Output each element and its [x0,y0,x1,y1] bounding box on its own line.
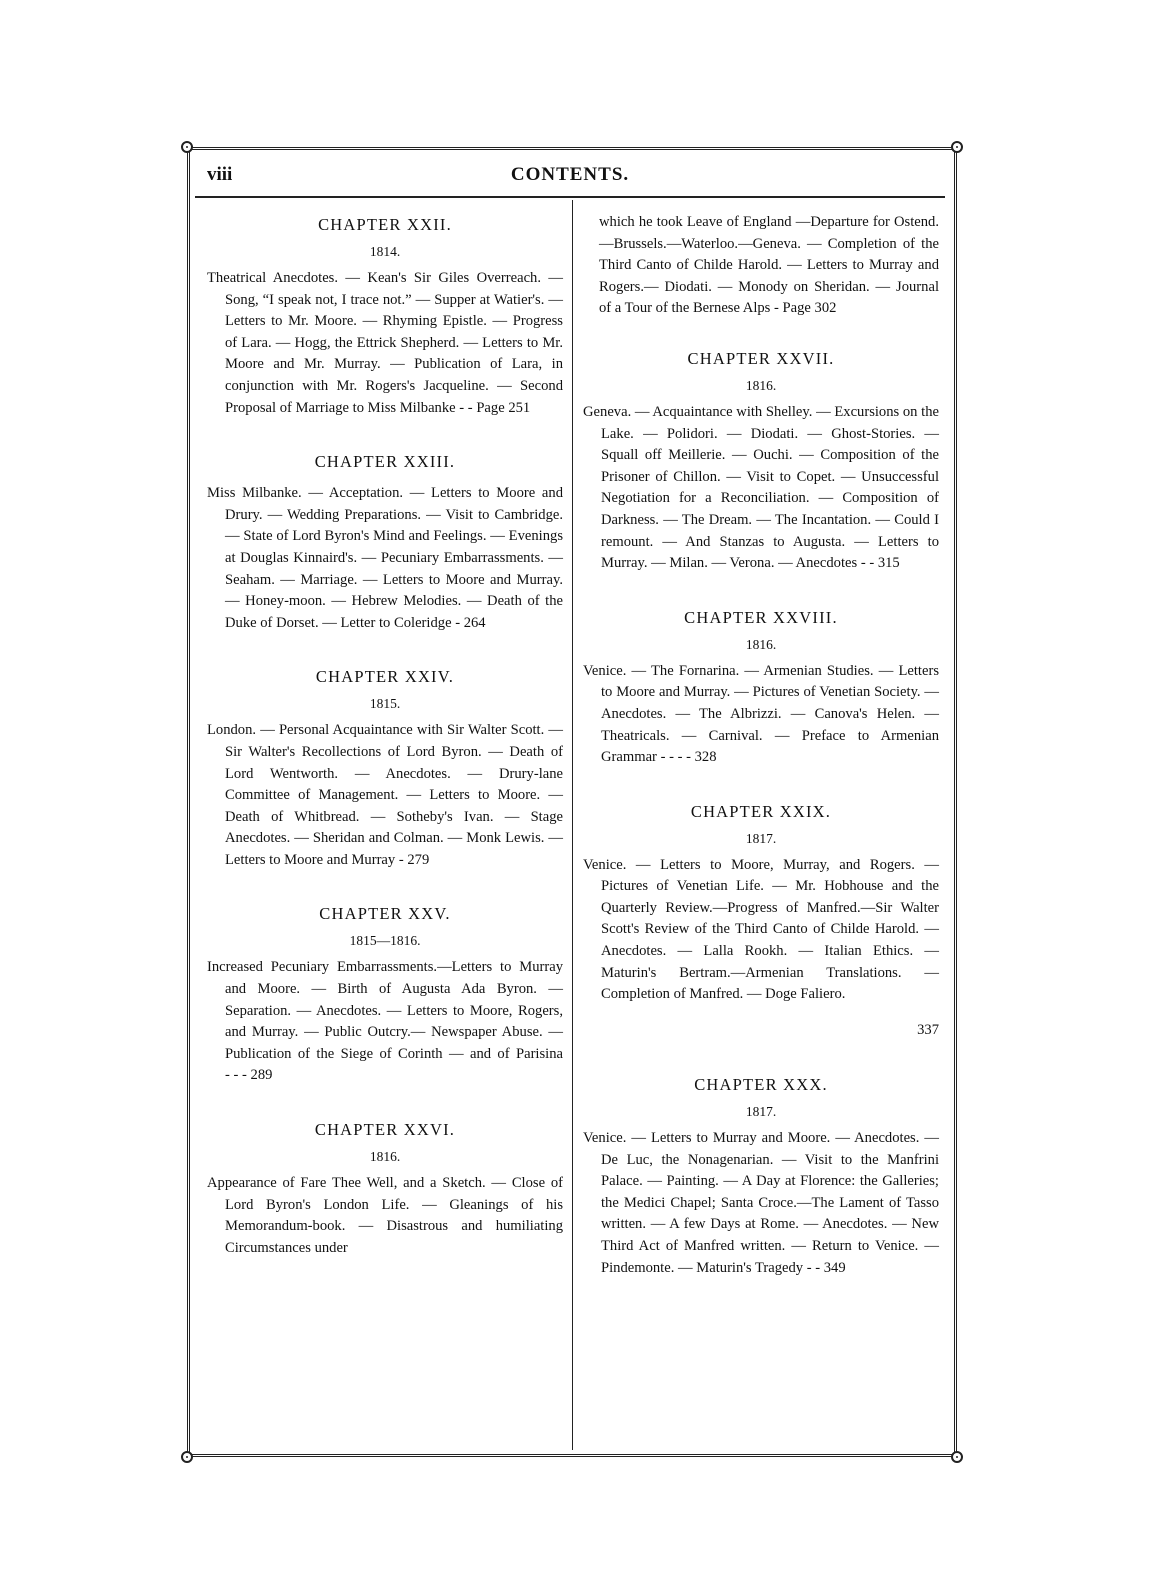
page-title: CONTENTS. [510,164,630,185]
corner-ornament-icon [951,141,963,153]
page-ref: - - Page 251 [459,399,531,416]
chapter-summary: Theatrical Anecdotes. — Kean's Sir Giles Overreach. — Song, “I speak not, I trace not.” — Supper at Watier's. — Letters to Mr. Moore. — Rhyming Epistle. — Progress of Lara. — Hogg, the Ettrick Shepherd. — Letters to Mr. Moore and Mr. Murray. — Publication of Lara, in conjunction with Mr. Rogers's Jacqueline. — Second Proposal of Marriage to Miss Milbanke - - Page 251 [207,270,563,416]
chapter-title: CHAPTER XXIX. [690,801,832,821]
border-right-rule [954,147,957,1457]
chapter-summary: Venice. — Letters to Moore, Murray, and Rogers. — Pictures of Venetian Life. — Mr. Hobhouse and the Quarterly Review.—Progress of Manfred.—Sir Walter Scott's Review of the Third Canto of Childe Harold. — Anecdotes. — Lalla Rookh. — Italian Ethics. — Maturin's Bertram.—Armenian Translations. — Completion of Manfred. — Doge Faliero. [583,856,939,1003]
border-left-rule [187,147,190,1457]
page-ref: - - - 289 [225,1067,273,1084]
chapter-continuation: which he took Leave of England —Departure for Ostend.—Brussels.—Waterloo.—Geneva. — Completion of the Third Canto of Childe Harold. — Letters to Murray and Rogers.— Diodati. — Monody on Sheridan. — Journal of a Tour of the Bernese Alps - Page 302 [599,214,939,317]
border-top-rule [187,147,957,150]
corner-ornament-icon [181,1451,193,1463]
corner-ornament-icon [181,141,193,153]
chapter-title: CHAPTER XXIV. [315,667,455,687]
chapter-entry [583,346,939,575]
chapter-title: CHAPTER XXVIII. [684,607,838,627]
page-ref: - - 315 [860,555,900,572]
chapter-entry [207,664,563,871]
chapter-year: 1815—1816. [349,933,421,949]
chapter-title: CHAPTER XXIII. [314,452,456,472]
chapter-year: 1816. [745,377,777,393]
page-ref: - - 349 [806,1259,846,1276]
column-divider [572,200,573,1450]
right-column [583,212,939,1309]
chapter-summary: Venice. — The Fornarina. — Armenian Studies. — Letters to Moore and Murray. — Pictures of Venetian Society. — Anecdotes. — The Albrizzi. — Canova's Helen. — Theatricals. — Carnival. — Preface to Armenian Grammar - - - - 328 [583,662,939,766]
chapter-entry [207,901,563,1087]
chapter-entry [583,605,939,769]
chapter-summary: Geneva. — Acquaintance with Shelley. — Excursions on the Lake. — Polidori. — Diodati. — Ghost-Stories. — Squall off Meillerie. — Ouchi. — Composition of the Prisoner of Chillon. — Visit to Copet. — Unsuccessful Negotiation for a Reconciliation. — Composition of Darkness. — The Dream. — The Incantation. — Could I remount. — And Stanzas to Augusta. — Letters to Murray. — Milan. — Verona. — Anecdotes - - 315 [583,403,939,572]
border-bottom-rule [187,1454,957,1457]
chapter-title: CHAPTER XXVII. [687,348,835,368]
chapter-summary: Miss Milbanke. — Acceptation. — Letters to Moore and Drury. — Wedding Preparations. — Visit to Cambridge. — State of Lord Byron's Mind and Feelings. — Evenings at Douglas Kinnaird's. — Pecuniary Embarrassments. — Seaham. — Marriage. — Letters to Moore and Murray. — Honey-moon. — Hebrew Melodies. — Death of the Duke of Dorset. — Letter to Coleridge - 264 [207,485,563,631]
chapter-title: CHAPTER XXII. [318,215,452,234]
corner-ornament-icon [951,1451,963,1463]
chapter-year: 1814. [369,244,401,259]
chapter-year: 1815. [369,696,401,712]
chapter-year: 1817. [745,1104,777,1120]
chapter-entry [207,449,563,634]
chapter-entry [207,1117,563,1259]
chapter-title: CHAPTER XXVI. [314,1120,456,1140]
header-rule [195,196,945,198]
page-ref: - 264 [455,614,486,631]
chapter-entry [207,212,563,419]
chapter-summary: London. — Personal Acquaintance with Sir Walter Scott. — Sir Walter's Recollections of Lord Byron. — Death of Lord Wentworth. — Anecdotes. — Drury-lane Committee of Management. — Letters to Moore. — Death of Whitbread. — Sotheby's Ivan. — Stage Anecdotes. — Sheridan and Colman. — Monk Lewis. — Letters to Moore and Murray - 279 [207,722,563,868]
page-ref: - 279 [398,851,430,868]
left-column [207,212,563,1289]
chapter-title: CHAPTER XXX. [694,1075,828,1095]
chapter-summary: Increased Pecuniary Embarrassments.—Letters to Murray and Moore. — Birth of Augusta Ada Byron. — Separation. — Anecdotes. — Letters to Moore, Rogers, and Murray. — Public Outcry.— Newspaper Abuse. — Publication of the Siege of Corinth — and of Parisina - - - 289 [207,959,563,1084]
page-number: viii [207,164,233,185]
chapter-entry [583,799,939,1042]
page-ref: - Page 302 [774,300,837,317]
chapter-title: CHAPTER XXV. [319,904,451,924]
chapter-summary: Venice. — Letters to Murray and Moore. — Anecdotes. — De Luc, the Nonagenarian. — Visit to the Manfrini Palace. — Painting. — A Day at Florence: the Galleries; the Medici Chapel; Santa Croce.—The Lament of Tasso written. — A few Days at Rome. — Anecdotes. — New Third Act of Manfred written. — Return to Venice. — Pindemonte. — Maturin's Tragedy - - 349 [583,1130,939,1276]
chapter-year: 1816. [369,1149,401,1165]
chapter-summary: Appearance of Fare Thee Well, and a Sketch. — Close of Lord Byron's London Life. — Gleanings of his Memorandum-book. — Disastrous and humiliating Circumstances under [207,1175,563,1256]
page-ref: 337 [917,1022,939,1039]
chapter-year: 1817. [745,830,777,846]
page-ref: - - - - 328 [660,749,717,766]
chapter-year: 1816. [745,636,777,652]
chapter-entry [583,1072,939,1279]
